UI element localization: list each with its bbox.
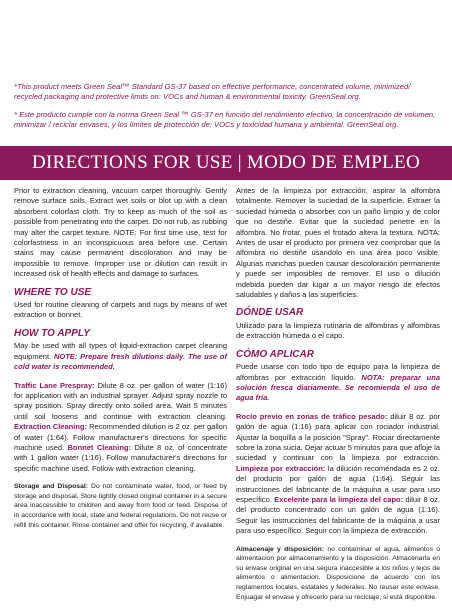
green-seal-note-english: *This product meets Green Seal™ Standard GS-37 based on effective performance, concentrated volume, minimized/ recycled packaging and protective limits on: VOCs and human & environmental toxicity. GreenSeal.org. xyxy=(14,82,411,101)
english-storage xyxy=(14,482,227,530)
english-extraction-text: Recommended dilution is 2 oz. per gallon of water (1:64). Follow manufacturer's directions for specific machine used. xyxy=(14,422,227,452)
spanish-traffic-label: Rocío previo en zonas de tráfico pesado: xyxy=(236,411,388,421)
english-traffic-text: Dilute 8 oz. per gallon of water (1:16) for application with an industrial sprayer. Adjust spray nozzle to spray position. Spray directly onto soiled area. Wait 5 minutes until soil loosens and continue with extraction cleaning. xyxy=(14,380,227,421)
spanish-column xyxy=(236,186,440,610)
directions-banner xyxy=(0,146,452,180)
banner-title: DIRECTIONS FOR USE | MODO DE EMPLEO xyxy=(32,152,420,173)
english-extraction-label: Extraction Cleaning: xyxy=(14,422,87,432)
spanish-how-text: Puede usarse con todo tipo de equipo para la limpieza de alfombras por extracción líquido. xyxy=(236,362,440,382)
spanish-extraction-text: la dilución recomendada es 2 oz. del producto por galón de agua (1:64). Seguir las instrucciones del fabricante de la máquina a usar para uso específico. xyxy=(236,463,441,504)
spanish-bonnet-label: Excelente para la limpieza del capo: xyxy=(274,494,404,504)
english-where-heading: WHERE TO USE xyxy=(14,286,92,298)
spanish-intro: Antes de la limpieza por extracción, aspirar la alfombra totalmente. Remover la suciedad de la superficie. Extraer la suciedad húmeda o absorber con un paño limpio y de color que no destiñe. Evitar que la suciedad penetre en la alfombra. No frotar, pues el frotado altera la textura. NOTA: Antes de usar el producto por primera vez comprobar que la alfombra no destiñe usandolo en una área poco visible. Algunas manchas pueden causar descoloración permanente y puede ser imposibles de remover. El uso o dilución indebida pueden dar lugar a un mayor riesgo de efectos saludables y daños a las superficies. xyxy=(236,186,440,300)
english-how-text: May be used with all types of liquid-extraction carpet cleaning equipment. xyxy=(14,341,227,361)
english-where-text: Used for routine cleaning of carpets and rugs by means of wet extraction or bonnet. xyxy=(14,300,227,320)
english-column xyxy=(14,186,227,538)
english-storage-text: Do not contaminate water, food, or feed by storage and disposal. Store tightly closed original container in a secure area inaccessible to children and away from food or feed. Dispose of in accordance with local, state and federal regulations. Do not reuse or refill this container. Rinse container and offer for recycling, if available. xyxy=(14,483,227,529)
english-how-heading: HOW TO APPLY xyxy=(14,327,90,339)
english-bonnet-label: Bonnet Cleaning: xyxy=(67,442,132,452)
spanish-storage-label: Almacenaje y disposición: xyxy=(236,545,325,553)
spanish-where-heading: DÓNDE USAR xyxy=(236,307,304,319)
spanish-storage xyxy=(236,545,440,603)
spanish-methods xyxy=(236,412,440,537)
english-bonnet-text: Dilute 8 oz. of concentrate with 1 gallon water (1:16). Follow manufacturer's directions for specific machine used. Follow with extraction cleaning. xyxy=(14,442,227,473)
spanish-how-paragraph xyxy=(236,362,440,404)
green-seal-note-spanish: * Este producto cumple con la norma Green Seal ™ GS-37 en función del rendimiento efectivo, la concentración de volumen, minimizar / reciclar envases, y los límites de protección de: VOCs y toxicidad humana y ambiental. GreenSeal.org. xyxy=(14,110,436,129)
spanish-storage-text: no contaminar el agua, alimentos o alimentacion por almacenamiento y la disposición. Almacenarla en su envase original en una segura inaccesible a los niños y lejos de alimentos o alimentacion. Disposicione de acuerdo con los reglamentos locales, estatales y federales. No reusar este envase. Enjuagar el envase y ofrecerlo para su reciclaje, si está disponible. xyxy=(236,545,441,601)
english-how-note: NOTE: Prepare fresh dilutions daily. The use of cold water is recommended. xyxy=(14,351,227,372)
english-storage-label: Storage and Disposal: xyxy=(14,483,89,491)
spanish-traffic-text: diluir 8 oz. por galón de agua (1:16) para aplicar con rociador industrial. Ajustar la boquilla a la posición "Spray". Rociar directamente sobre la zona sucia. Dejar actuar 5 minutos para que afloje la suciedad y continuar con la limpieza por extracción. xyxy=(236,411,440,463)
english-how-paragraph xyxy=(14,341,227,372)
spanish-how-heading: CÓMO APLICAR xyxy=(236,348,314,360)
spanish-extraction-label: Limpieza por extracción: xyxy=(236,463,326,473)
english-methods xyxy=(14,381,227,475)
spanish-bonnet-text: diluir 8 oz. del producto concentrado con un galón de agua (1:16). Seguir las instrucciones del fabricante de la máquina a usar para uso específico. Seguir con la limpieza de extracción. xyxy=(236,494,441,536)
english-traffic-label: Traffic Lane Prespray: xyxy=(14,380,95,390)
spanish-how-note: NOTA: preparar una solución fresca diariamente. Se recomienda el uso de agua fría. xyxy=(236,372,441,403)
green-seal-notes xyxy=(14,82,440,138)
spanish-where-text: Utilizado para la limpieza rutinaria de alfombras y alfombras de extracción húmeda o el capo. xyxy=(236,320,440,341)
english-intro: Prior to extraction cleaning, vacuum carpet thoroughly. Gently remove surface soils. Extract wet soils or blot up with a clean absorbent colorfast cloth. Try to keep as much of the soil as possible from penetrating into the carpet. Do not rub, as rubbing may alter the carpet texture. NOTE: For first time use, test for colorfastness in an inconspicuous area before use. Certain stains may cause permanent discoloration and may be impossible to remove. Improper use or dilution can result in increased risk of health effects and damage to surfaces. xyxy=(14,186,227,279)
